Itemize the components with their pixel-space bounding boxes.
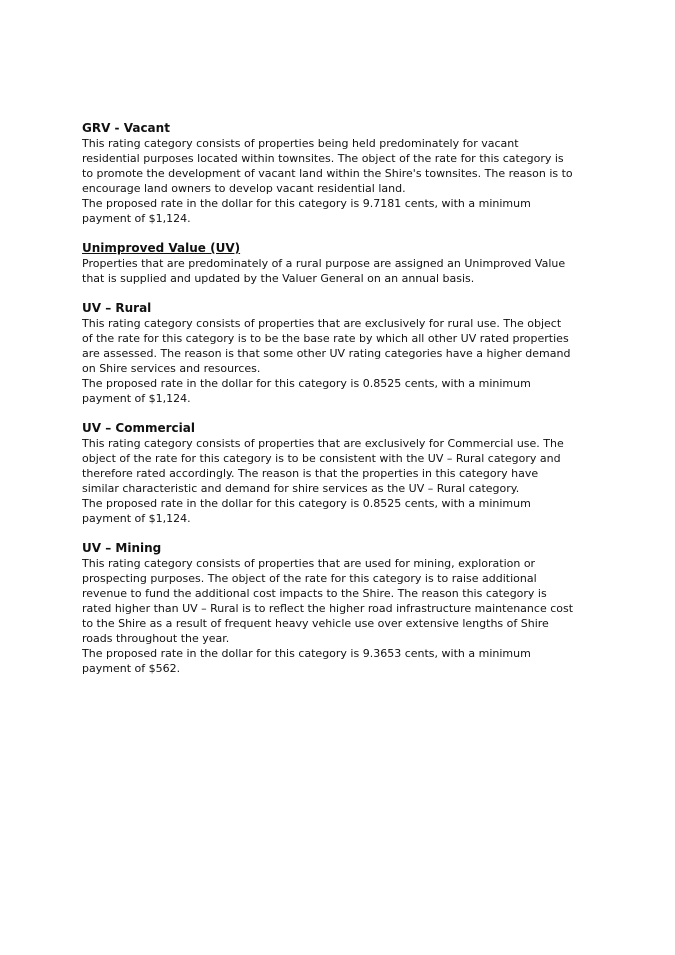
rate-statement: The proposed rate in the dollar for this category is 9.7181 cents, with a minimum payment of $1,124. — [82, 197, 531, 225]
section-title: UV – Commercial — [82, 421, 195, 435]
section-body: Properties that are predominately of a rural purpose are assigned an Unimproved Value that is supplied and updated by the Valuer General on an annual basis. — [82, 257, 566, 285]
section-body: This rating category consists of properties being held predominately for vacant residential purposes located within townsites. The object of the rate for this category is to promote the development of vacant land within the Shire's townsites. The reason is to encourage land owners to develop vacant residential land. — [82, 137, 573, 195]
section-grv-vacant — [82, 121, 602, 226]
section-body: This rating category consists of properties that are used for mining, exploration or prospecting purposes. The object of the rate for this category is to raise additional revenue to fund the additional cost impacts to the Shire. The reason this category is rated higher than UV – Rural is to reflect the higher road infrastructure maintenance cost to the Shire as a result of frequent heavy vehicle use over extensive lengths of Shire roads throughout the year. — [82, 557, 574, 645]
rate-statement: The proposed rate in the dollar for this category is 0.8525 cents, with a minimum payment of $1,124. — [82, 377, 531, 405]
document-page — [82, 121, 602, 691]
section-uv-commercial — [82, 421, 602, 526]
section-uv-rural — [82, 301, 602, 406]
section-title: Unimproved Value (UV) — [82, 241, 241, 255]
section-body: This rating category consists of properties that are exclusively for Commercial use. The object of the rate for this category is to be consistent with the UV – Rural category and therefore rated accordingly. The reason is that the properties in this category have similar characteristic and demand for shire services as the UV – Rural category. — [82, 437, 564, 495]
section-title: UV – Rural — [82, 301, 152, 315]
rate-statement: The proposed rate in the dollar for this category is 0.8525 cents, with a minimum payment of $1,124. — [82, 497, 531, 525]
section-body: This rating category consists of properties that are exclusively for rural use. The object of the rate for this category is to be the base rate by which all other UV rated properties are assessed. The reason is that some other UV rating categories have a higher demand on Shire services and resources. — [82, 317, 571, 375]
section-title: GRV - Vacant — [82, 121, 170, 135]
section-title: UV – Mining — [82, 541, 162, 555]
section-unimproved-value — [82, 241, 602, 286]
section-uv-mining — [82, 541, 602, 676]
rate-statement: The proposed rate in the dollar for this category is 9.3653 cents, with a minimum payment of $562. — [82, 647, 531, 675]
